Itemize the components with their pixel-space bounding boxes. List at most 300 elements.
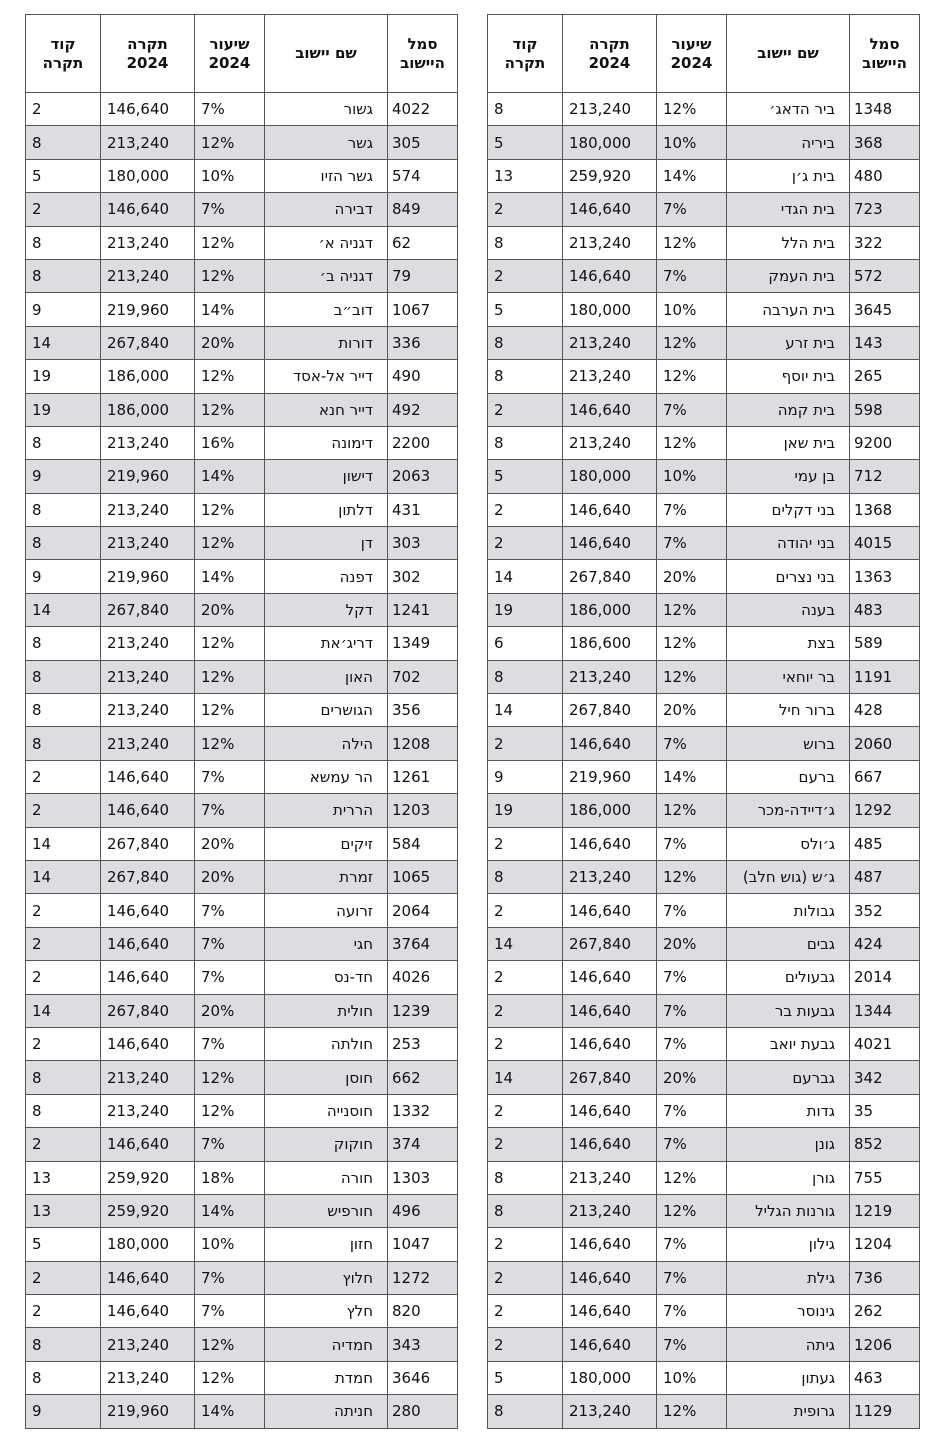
cell-symbol: 302: [388, 560, 458, 593]
table-row: [488, 994, 920, 1027]
cell-rate: 10%: [195, 1228, 265, 1261]
cell-cap-code: 14: [488, 927, 563, 960]
cell-cap: 146,640: [563, 1295, 657, 1328]
cell-symbol: 702: [388, 660, 458, 693]
cell-settlement-name: בית ג׳ן: [727, 159, 850, 192]
cell-rate: 7%: [657, 1295, 727, 1328]
cell-cap: 146,640: [563, 193, 657, 226]
cell-symbol: 723: [850, 193, 920, 226]
cell-cap-code: 2: [488, 894, 563, 927]
cell-rate: 20%: [195, 827, 265, 860]
table-row: [488, 894, 920, 927]
cell-cap-code: 8: [26, 126, 101, 159]
cell-cap: 213,240: [101, 493, 195, 526]
cell-symbol: 1067: [388, 293, 458, 326]
table-row: [488, 961, 920, 994]
cell-symbol: 424: [850, 927, 920, 960]
cell-cap-code: 2: [488, 259, 563, 292]
cell-rate: 12%: [195, 694, 265, 727]
table-row: [26, 393, 458, 426]
cell-cap: 213,240: [563, 660, 657, 693]
table-row: [26, 860, 458, 893]
cell-rate: 12%: [657, 627, 727, 660]
cell-symbol: 322: [850, 226, 920, 259]
cell-cap-code: 8: [26, 627, 101, 660]
cell-symbol: 1239: [388, 994, 458, 1027]
cell-cap-code: 2: [488, 527, 563, 560]
cell-symbol: 62: [388, 226, 458, 259]
cell-rate: 7%: [195, 93, 265, 126]
table-row: [26, 360, 458, 393]
cell-symbol: 820: [388, 1295, 458, 1328]
cell-symbol: 343: [388, 1328, 458, 1361]
cell-rate: 7%: [195, 961, 265, 994]
cell-settlement-name: בית שאן: [727, 426, 850, 459]
cell-cap-code: 8: [488, 1194, 563, 1227]
cell-cap-code: 19: [26, 360, 101, 393]
cell-cap-code: 8: [488, 1395, 563, 1428]
cell-cap-code: 2: [26, 760, 101, 793]
cell-cap-code: 14: [26, 593, 101, 626]
cell-symbol: 2014: [850, 961, 920, 994]
cell-cap-code: 8: [488, 426, 563, 459]
header-cap: תקרה 2024: [563, 15, 657, 93]
cell-settlement-name: בענה: [727, 593, 850, 626]
table-row: [26, 159, 458, 192]
cell-symbol: 4015: [850, 527, 920, 560]
cell-cap: 146,640: [101, 961, 195, 994]
cell-cap: 146,640: [563, 493, 657, 526]
cell-symbol: 1292: [850, 794, 920, 827]
table-row: [488, 827, 920, 860]
cell-symbol: 1203: [388, 794, 458, 827]
cell-cap-code: 2: [26, 1128, 101, 1161]
cell-rate: 20%: [657, 1061, 727, 1094]
table-row: [488, 727, 920, 760]
cell-rate: 7%: [657, 1228, 727, 1261]
cell-symbol: 2063: [388, 460, 458, 493]
cell-symbol: 492: [388, 393, 458, 426]
cell-cap: 213,240: [563, 1395, 657, 1428]
cell-cap-code: 19: [488, 794, 563, 827]
cell-rate: 20%: [195, 860, 265, 893]
cell-settlement-name: הילה: [265, 727, 388, 760]
table-row: [26, 961, 458, 994]
table-row: [26, 1395, 458, 1428]
cell-settlement-name: דימונה: [265, 426, 388, 459]
cell-rate: 7%: [657, 1128, 727, 1161]
cell-symbol: 3645: [850, 293, 920, 326]
table-row: [488, 426, 920, 459]
cell-symbol: 1191: [850, 660, 920, 693]
cell-cap-code: 13: [26, 1194, 101, 1227]
cell-settlement-name: ג׳ולס: [727, 827, 850, 860]
cell-symbol: 1219: [850, 1194, 920, 1227]
table-row: [26, 326, 458, 359]
table-row: [26, 593, 458, 626]
cell-cap-code: 2: [26, 1027, 101, 1060]
cell-cap: 213,240: [101, 1094, 195, 1127]
cell-cap: 146,640: [101, 760, 195, 793]
cell-rate: 12%: [657, 1194, 727, 1227]
cell-symbol: 368: [850, 126, 920, 159]
cell-symbol: 4026: [388, 961, 458, 994]
cell-cap: 267,840: [563, 694, 657, 727]
cell-cap: 180,000: [563, 1361, 657, 1394]
cell-rate: 7%: [657, 1328, 727, 1361]
cell-cap-code: 8: [26, 493, 101, 526]
cell-cap: 213,240: [563, 1161, 657, 1194]
cell-settlement-name: בצת: [727, 627, 850, 660]
cell-rate: 14%: [195, 293, 265, 326]
cell-cap-code: 14: [488, 694, 563, 727]
cell-rate: 7%: [195, 1261, 265, 1294]
header-rate: שיעור 2024: [657, 15, 727, 93]
cell-cap: 180,000: [563, 126, 657, 159]
cell-settlement-name: בני דקלים: [727, 493, 850, 526]
table-row: [26, 1328, 458, 1361]
table-row: [488, 660, 920, 693]
cell-settlement-name: גורנות הגליל: [727, 1194, 850, 1227]
cell-symbol: 2064: [388, 894, 458, 927]
cell-cap-code: 5: [26, 159, 101, 192]
cell-cap: 213,240: [101, 226, 195, 259]
cell-symbol: 490: [388, 360, 458, 393]
cell-cap-code: 2: [488, 1027, 563, 1060]
cell-cap-code: 2: [26, 1295, 101, 1328]
cell-cap: 146,640: [563, 1228, 657, 1261]
table-row: [26, 1295, 458, 1328]
header-symbol: סמל היישוב: [850, 15, 920, 93]
cell-cap-code: 14: [26, 827, 101, 860]
cell-cap-code: 2: [26, 794, 101, 827]
cell-settlement-name: דפנה: [265, 560, 388, 593]
cell-symbol: 4022: [388, 93, 458, 126]
cell-cap: 267,840: [101, 860, 195, 893]
cell-symbol: 1349: [388, 627, 458, 660]
cell-rate: 12%: [195, 126, 265, 159]
cell-settlement-name: חולתה: [265, 1027, 388, 1060]
cell-cap: 213,240: [101, 527, 195, 560]
table-row: [26, 794, 458, 827]
cell-cap-code: 19: [26, 393, 101, 426]
cell-cap-code: 5: [488, 460, 563, 493]
table-row: [26, 293, 458, 326]
table-row: [26, 927, 458, 960]
cell-symbol: 712: [850, 460, 920, 493]
cell-cap: 267,840: [101, 593, 195, 626]
cell-symbol: 1332: [388, 1094, 458, 1127]
table-row: [488, 560, 920, 593]
header-row: [488, 15, 920, 93]
cell-symbol: 428: [850, 694, 920, 727]
cell-symbol: 1303: [388, 1161, 458, 1194]
cell-settlement-name: ביריה: [727, 126, 850, 159]
cell-cap-code: 8: [26, 694, 101, 727]
cell-cap: 213,240: [101, 426, 195, 459]
cell-rate: 7%: [195, 760, 265, 793]
cell-cap: 146,640: [563, 961, 657, 994]
cell-settlement-name: גבעולים: [727, 961, 850, 994]
cell-cap: 259,920: [101, 1194, 195, 1227]
cell-cap: 186,000: [563, 593, 657, 626]
header-row: [26, 15, 458, 93]
cell-settlement-name: דייר חנא: [265, 393, 388, 426]
table-row: [488, 460, 920, 493]
cell-cap: 180,000: [101, 159, 195, 192]
cell-settlement-name: דגניה ב׳: [265, 259, 388, 292]
table-row: [26, 126, 458, 159]
cell-settlement-name: חורפיש: [265, 1194, 388, 1227]
cell-cap-code: 13: [488, 159, 563, 192]
cell-settlement-name: גרופית: [727, 1395, 850, 1428]
cell-cap: 146,640: [563, 1328, 657, 1361]
cell-cap-code: 9: [488, 760, 563, 793]
header-symbol: סמל היישוב: [388, 15, 458, 93]
cell-symbol: 463: [850, 1361, 920, 1394]
cell-settlement-name: גבעות בר: [727, 994, 850, 1027]
cell-cap: 213,240: [101, 259, 195, 292]
table-row: [26, 994, 458, 1027]
cell-settlement-name: בית העמק: [727, 259, 850, 292]
cell-rate: 12%: [657, 794, 727, 827]
cell-settlement-name: חמדיה: [265, 1328, 388, 1361]
header-code: קוד תקרה: [26, 15, 101, 93]
cell-symbol: 667: [850, 760, 920, 793]
cell-cap-code: 2: [488, 1295, 563, 1328]
cell-cap-code: 14: [488, 560, 563, 593]
cell-cap-code: 2: [26, 1261, 101, 1294]
cell-rate: 12%: [657, 326, 727, 359]
cell-settlement-name: גיתה: [727, 1328, 850, 1361]
header-code: קוד תקרה: [488, 15, 563, 93]
table-row: [488, 293, 920, 326]
table-row: [26, 1161, 458, 1194]
cell-rate: 12%: [657, 1161, 727, 1194]
table-row: [488, 927, 920, 960]
cell-rate: 7%: [657, 827, 727, 860]
cell-rate: 12%: [657, 660, 727, 693]
cell-symbol: 1348: [850, 93, 920, 126]
header-rate: שיעור 2024: [195, 15, 265, 93]
cell-settlement-name: ג׳ש (גוש חלב): [727, 860, 850, 893]
cell-cap: 267,840: [101, 827, 195, 860]
cell-settlement-name: גילון: [727, 1228, 850, 1261]
cell-symbol: 1261: [388, 760, 458, 793]
cell-cap: 267,840: [563, 560, 657, 593]
cell-symbol: 1065: [388, 860, 458, 893]
table-row: [488, 93, 920, 126]
cell-settlement-name: חניתה: [265, 1395, 388, 1428]
cell-rate: 10%: [657, 126, 727, 159]
cell-settlement-name: הגושרים: [265, 694, 388, 727]
cell-cap-code: 19: [488, 593, 563, 626]
cell-rate: 12%: [657, 226, 727, 259]
cell-rate: 10%: [657, 293, 727, 326]
cell-cap-code: 9: [26, 1395, 101, 1428]
cell-cap: 267,840: [101, 326, 195, 359]
cell-cap-code: 2: [488, 193, 563, 226]
cell-settlement-name: הררית: [265, 794, 388, 827]
cell-cap: 213,240: [101, 727, 195, 760]
cell-cap: 213,240: [563, 1194, 657, 1227]
cell-settlement-name: גשר: [265, 126, 388, 159]
cell-cap: 146,640: [101, 927, 195, 960]
table-row: [488, 360, 920, 393]
cell-cap: 213,240: [563, 860, 657, 893]
cell-cap-code: 8: [26, 226, 101, 259]
table-row: [488, 627, 920, 660]
cell-rate: 14%: [195, 460, 265, 493]
cell-symbol: 280: [388, 1395, 458, 1428]
cell-cap: 146,640: [101, 193, 195, 226]
cell-settlement-name: דריג׳את: [265, 627, 388, 660]
cell-symbol: 3764: [388, 927, 458, 960]
table-row: [26, 727, 458, 760]
cell-settlement-name: בית הגדי: [727, 193, 850, 226]
table-row: [26, 627, 458, 660]
cell-cap: 213,240: [101, 660, 195, 693]
cell-rate: 20%: [657, 927, 727, 960]
cell-symbol: 9200: [850, 426, 920, 459]
cell-cap-code: 14: [26, 326, 101, 359]
cell-symbol: 1344: [850, 994, 920, 1027]
table-row: [26, 660, 458, 693]
cell-cap-code: 2: [488, 961, 563, 994]
cell-rate: 7%: [657, 527, 727, 560]
table-row: [26, 760, 458, 793]
cell-cap-code: 6: [488, 627, 563, 660]
cell-rate: 7%: [195, 1128, 265, 1161]
cell-cap: 213,240: [563, 326, 657, 359]
cell-settlement-name: דישון: [265, 460, 388, 493]
cell-cap: 259,920: [101, 1161, 195, 1194]
cell-symbol: 79: [388, 259, 458, 292]
table-row: [26, 1361, 458, 1394]
table-row: [26, 1061, 458, 1094]
cell-settlement-name: זיקים: [265, 827, 388, 860]
cell-cap-code: 5: [488, 126, 563, 159]
cell-settlement-name: בן עמי: [727, 460, 850, 493]
cell-rate: 12%: [657, 860, 727, 893]
cell-settlement-name: ג׳דיידה-מכר: [727, 794, 850, 827]
cell-symbol: 485: [850, 827, 920, 860]
cell-settlement-name: גינוסר: [727, 1295, 850, 1328]
cell-cap: 146,640: [563, 1027, 657, 1060]
cell-symbol: 1272: [388, 1261, 458, 1294]
cell-rate: 12%: [195, 527, 265, 560]
table-row: [26, 93, 458, 126]
cell-cap-code: 9: [26, 560, 101, 593]
cell-symbol: 356: [388, 694, 458, 727]
cell-rate: 12%: [195, 660, 265, 693]
cell-cap: 146,640: [101, 93, 195, 126]
cell-settlement-name: זרועה: [265, 894, 388, 927]
cell-rate: 12%: [657, 426, 727, 459]
cell-cap-code: 8: [26, 1094, 101, 1127]
table-row: [488, 694, 920, 727]
table-row: [488, 126, 920, 159]
cell-settlement-name: בני יהודה: [727, 527, 850, 560]
cell-symbol: 143: [850, 326, 920, 359]
cell-cap-code: 2: [26, 93, 101, 126]
cell-rate: 7%: [657, 1094, 727, 1127]
cell-settlement-name: חלוץ: [265, 1261, 388, 1294]
cell-settlement-name: חזון: [265, 1228, 388, 1261]
cell-cap-code: 8: [26, 660, 101, 693]
cell-symbol: 342: [850, 1061, 920, 1094]
cell-rate: 7%: [657, 994, 727, 1027]
cell-cap-code: 8: [26, 1361, 101, 1394]
cell-cap: 146,640: [563, 527, 657, 560]
cell-symbol: 480: [850, 159, 920, 192]
cell-symbol: 736: [850, 1261, 920, 1294]
cell-settlement-name: בית הלל: [727, 226, 850, 259]
cell-rate: 20%: [195, 326, 265, 359]
cell-cap: 180,000: [563, 293, 657, 326]
cell-rate: 7%: [195, 794, 265, 827]
cell-settlement-name: גבים: [727, 927, 850, 960]
cell-cap: 219,960: [101, 293, 195, 326]
cell-rate: 12%: [195, 226, 265, 259]
cell-settlement-name: חוסנייה: [265, 1094, 388, 1127]
table-row: [488, 527, 920, 560]
cell-settlement-name: חוקוק: [265, 1128, 388, 1161]
cell-rate: 20%: [657, 694, 727, 727]
cell-cap: 146,640: [563, 727, 657, 760]
cell-cap-code: 8: [488, 1161, 563, 1194]
cell-rate: 18%: [195, 1161, 265, 1194]
table-row: [26, 827, 458, 860]
cell-cap-code: 8: [488, 93, 563, 126]
cell-cap: 146,640: [563, 994, 657, 1027]
cell-settlement-name: ביר הדאג׳: [727, 93, 850, 126]
table-row: [26, 193, 458, 226]
cell-cap: 213,240: [563, 93, 657, 126]
cell-symbol: 1368: [850, 493, 920, 526]
cell-cap-code: 2: [26, 927, 101, 960]
cell-cap-code: 8: [26, 426, 101, 459]
table-row: [26, 426, 458, 459]
cell-cap: 219,960: [101, 460, 195, 493]
cell-settlement-name: בית קמה: [727, 393, 850, 426]
cell-settlement-name: בני נצרים: [727, 560, 850, 593]
cell-cap: 146,640: [563, 393, 657, 426]
cell-cap: 146,640: [101, 1295, 195, 1328]
table-row: [488, 1194, 920, 1227]
cell-symbol: 496: [388, 1194, 458, 1227]
table-row: [488, 226, 920, 259]
cell-cap: 219,960: [101, 560, 195, 593]
cell-symbol: 1047: [388, 1228, 458, 1261]
cell-cap-code: 2: [488, 1128, 563, 1161]
cell-rate: 12%: [195, 627, 265, 660]
settlements-table-left: [25, 14, 458, 1429]
cell-cap: 186,600: [563, 627, 657, 660]
cell-symbol: 852: [850, 1128, 920, 1161]
table-row: [26, 226, 458, 259]
cell-symbol: 1129: [850, 1395, 920, 1428]
table-row: [488, 1295, 920, 1328]
cell-symbol: 2060: [850, 727, 920, 760]
cell-settlement-name: ברוש: [727, 727, 850, 760]
table-row: [26, 1261, 458, 1294]
cell-settlement-name: חלץ: [265, 1295, 388, 1328]
cell-symbol: 1204: [850, 1228, 920, 1261]
cell-rate: 7%: [657, 393, 727, 426]
cell-rate: 10%: [195, 159, 265, 192]
cell-settlement-name: גשר הזיו: [265, 159, 388, 192]
